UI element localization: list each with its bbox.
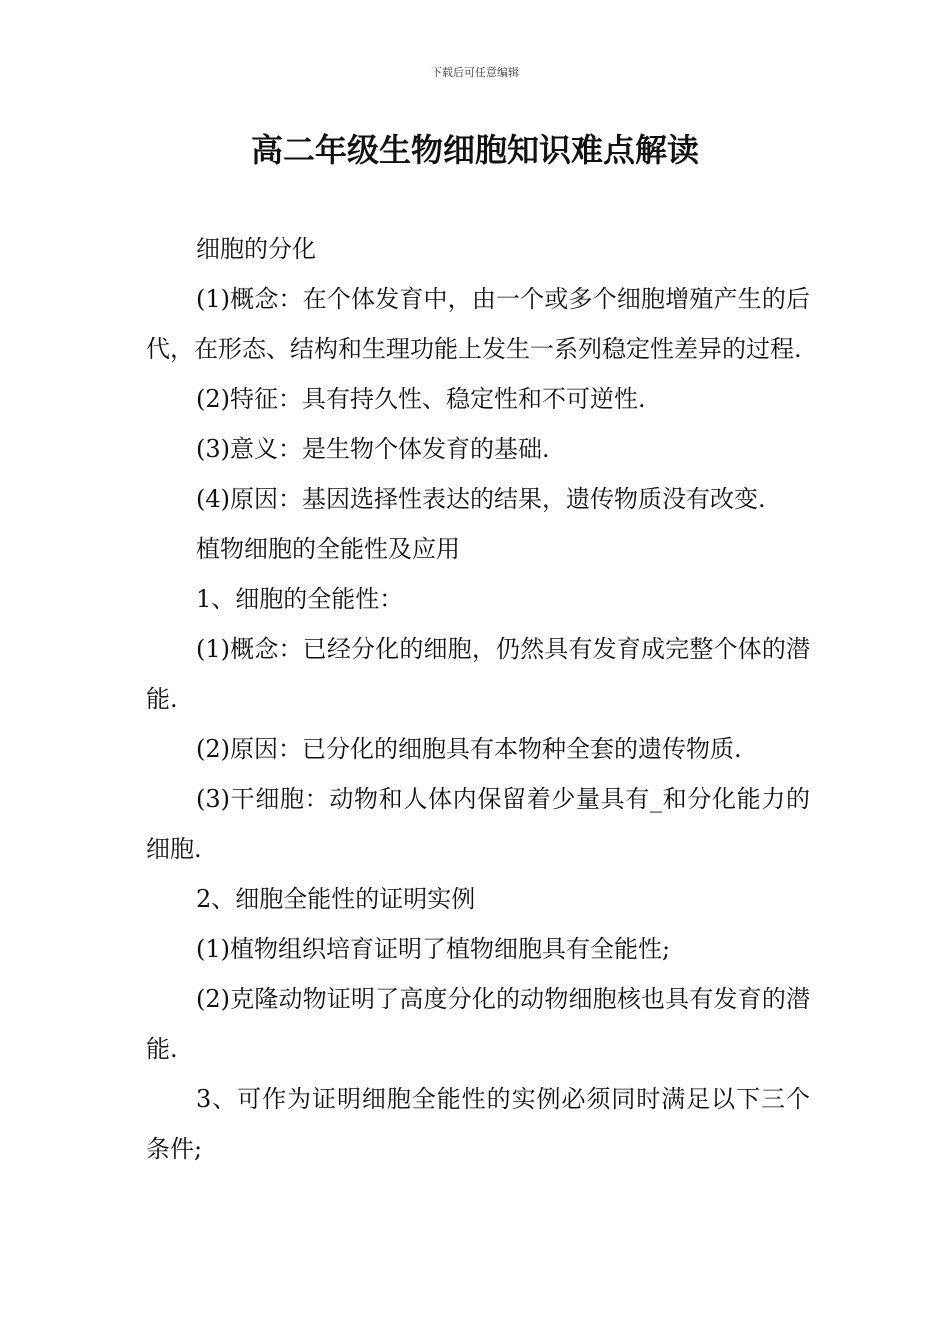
paragraph-totipotency-concept: (1)概念：已经分化的细胞，仍然具有发育成完整个体的潜能. xyxy=(146,635,810,713)
header-note: 下载后可任意编辑 xyxy=(431,66,519,79)
paragraph-cloned-animals: (2)克隆动物证明了高度分化的动物细胞核也具有发育的潜能. xyxy=(146,985,810,1063)
paragraph-features: (2)特征：具有持久性、稳定性和不可逆性. xyxy=(196,385,646,413)
document-title: 高二年级生物细胞知识难点解读 xyxy=(250,131,699,169)
paragraph-totipotency-cause: (2)原因：已分化的细胞具有本物种全套的遗传物质. xyxy=(196,735,742,763)
document-body xyxy=(146,224,810,1174)
paragraph-plant-tissue-culture: (1)植物组织培育证明了植物细胞具有全能性; xyxy=(196,935,671,963)
paragraph-three-conditions: 3、可作为证明细胞全能性的实例必须同时满足以下三个条件; xyxy=(146,1085,810,1163)
paragraph-significance: (3)意义：是生物个体发育的基础. xyxy=(196,435,550,463)
paragraph-cause: (4)原因：基因选择性表达的结果，遗传物质没有改变. xyxy=(196,485,766,513)
section-heading-differentiation: 细胞的分化 xyxy=(196,235,316,263)
section-heading-totipotency: 植物细胞的全能性及应用 xyxy=(196,535,460,563)
subheading-proof-examples: 2、细胞全能性的证明实例 xyxy=(196,885,476,913)
subheading-totipotency: 1、细胞的全能性： xyxy=(196,585,404,613)
paragraph-concept: (1)概念：在个体发育中，由一个或多个细胞增殖产生的后代，在形态、结构和生理功能上发生一系列稳定性差异的过程. xyxy=(146,285,810,363)
paragraph-stem-cells: (3)干细胞：动物和人体内保留着少量具有_和分化能力的细胞. xyxy=(146,785,810,863)
